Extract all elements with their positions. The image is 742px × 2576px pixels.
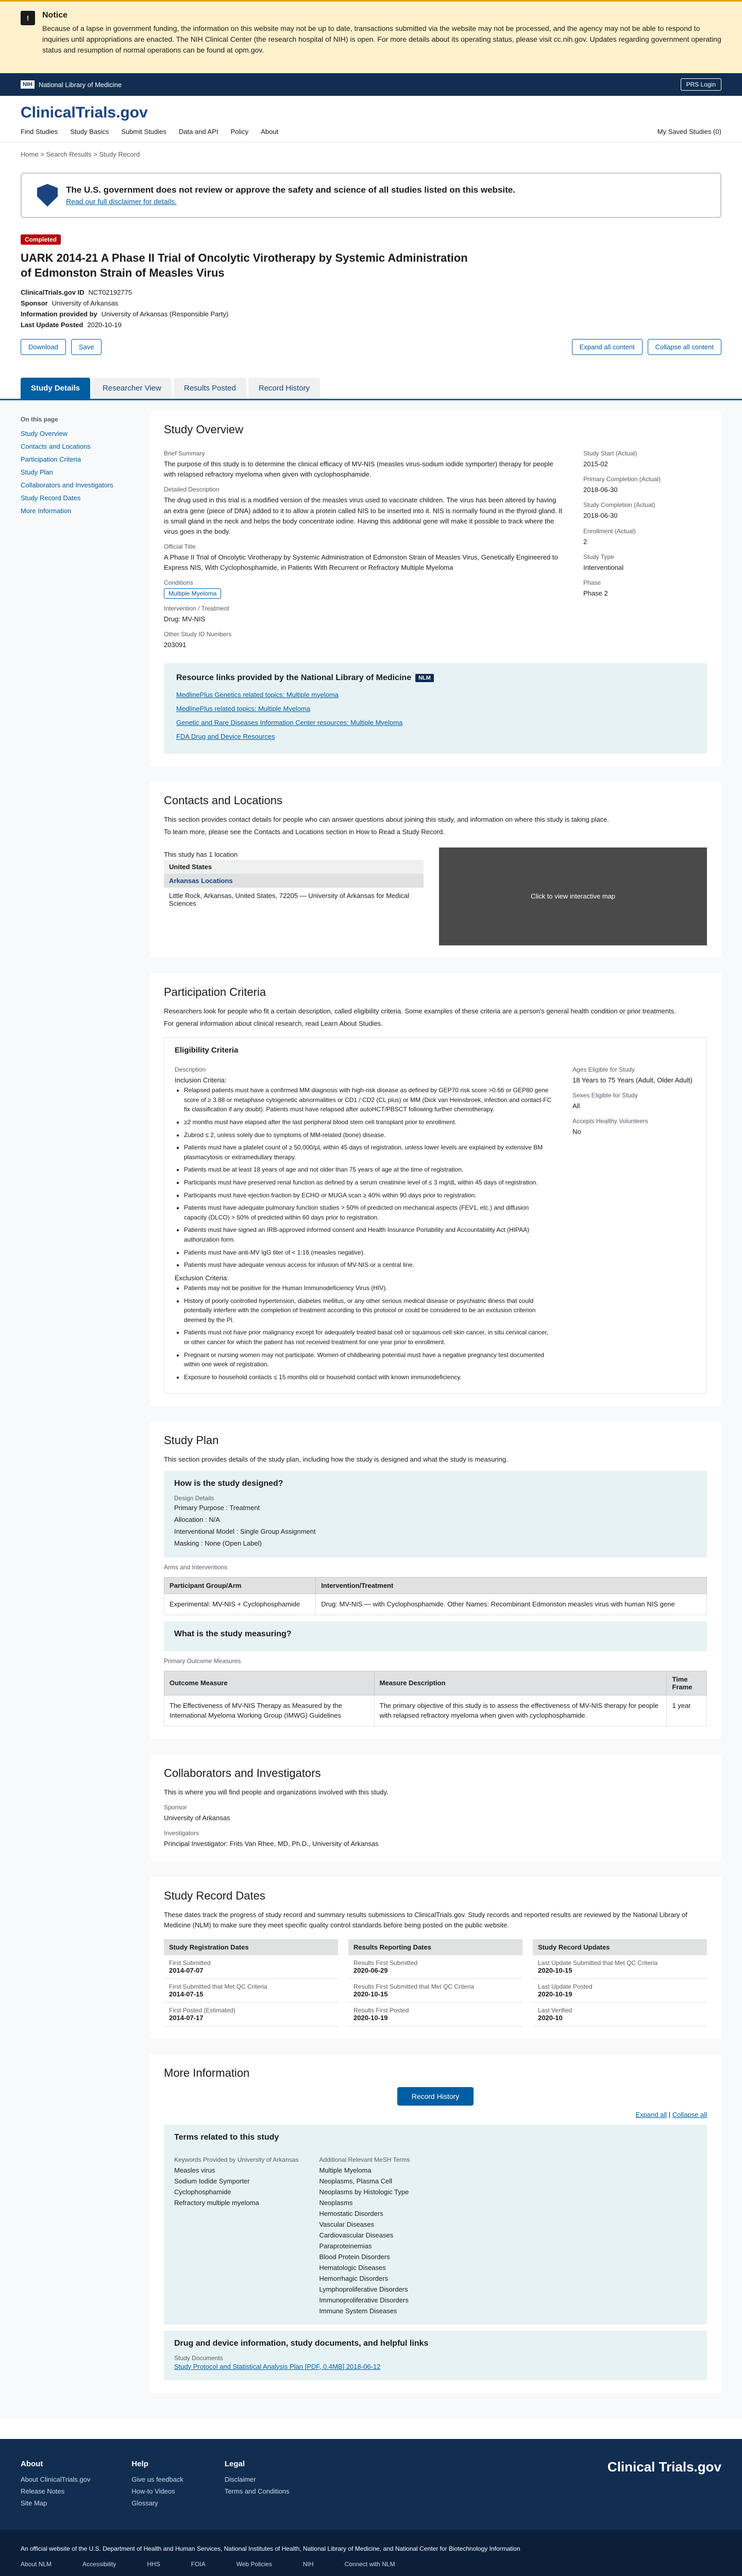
warning-icon: ! — [21, 11, 35, 25]
more-info-section: More Information Record History Expand all | Collapse all Terms related to this study Keywords Provided by University of Arkansas Measles virus Sodium Iodide Symporter Cyclophosphamide Refractory multiple myeloma Additional Relevant MeSH Terms Multiple Myeloma Neoplasms, Plasma Cell Neoplasms by Histologic Type Neoplasms Hemostatic Disorders Vascular Diseases Cardiovascular Diseases Paraproteinemias Blood Protein Disorders Hematologic Diseases Hemorrhagic Disorders Lymphoproliferative Disorders Immunoproliferative Disorders Immune System Diseases Drug and device information, study documents, and helpful links Study Documents Study Protocol and Statistical Analysis Plan [PDF, 0.4MB] 2018-06-12 — [149, 2054, 721, 2393]
eligibility-side: Ages Eligible for Study 18 Years to 75 Years (Adult, Older Adult) Sexes Eligible for Study All Accepts Healthy Volunteers No — [572, 1066, 693, 1136]
location-list: This study has 1 location United States Arkansas Locations Little Rock, Arkansas, United States, 72205 — University of Arkansas for Medical Sciences — [164, 848, 424, 945]
nlm-logo-icon: NIH — [21, 80, 35, 89]
footer-link[interactable]: Give us feedback — [131, 2475, 183, 2483]
study-info-provider: Information provided by University of Arkansas (Responsible Party) — [21, 310, 229, 318]
footer-link[interactable]: Release Notes — [21, 2487, 65, 2495]
resource-link[interactable]: MedlinePlus related topics: Multiple Myeloma — [176, 704, 311, 713]
footer-link[interactable]: Terms and Conditions — [224, 2487, 290, 2495]
nav-study-basics[interactable]: Study Basics — [70, 128, 109, 135]
study-id: ClinicalTrials.gov ID NCT02192775 — [21, 289, 132, 297]
footer — [0, 2439, 742, 2530]
participation-section: Participation Criteria Researchers look for people who fit a certain description, called eligibility criteria. Some examples of these criteria are a person's general health condition or prior treatments. For general information about clinical research, read Learn About Studies. Eligibility Criteria Description Inclusion Criteria: • Relapsed patients must have a confirmed MM diagnosis with high-risk disease as defined by GEP70 risk score >0.66 or GEP80 gene score of ≥ 3.88 or metaphase cytogenetic abnormalities or CD1 / CD2 (CL plus) or MM (Dick van Heinsbroek, infection and contact-FC fix classification if any doubt). Patients must have relapsed after autoHCT/PBSCT following further chemotherapy. • ≥2 months must have elapsed after the last peripheral blood stem cell transplant prior to enrollment. • Zubrod ≤ 2, unless solely due to symptoms of MM-related (bone) disease. • Patients must have a platelet count of ≥ 50,000/μL within 45 days of registration, unless lower levels are explained by extensive BM plasmacytosis or extramedullary therapy. • Patients must be at least 18 years of age and not older than 75 years of age at the time of registration. • Participants must have preserved renal function as defined by a serum creatinine level of ≤ 3 mg/dL within 45 days of registration. • Participants must have ejection fraction by ECHO or MUGA scan ≥ 40% within 90 days prior to registration. • Patients must have adequate pulmonary function studies > 50% of predicted on mechanical aspects (FEV1, etc.) and diffusion capacity (DLCO) > 50% of predicted within 60 days prior to registration. • Patients must have signed an IRB-approved informed consent and Health Insurance Portability and Accountability Act (HIPAA) authorization form. • Patients must have anti-MV IgG titer of < 1:16 (measles negative). • Patients must have adequate venous access for infusion of MV-NIS or a central line. Exclusion Criteria: • Patients may not be positive for the Human Immunodeficiency Virus (HIV). • History of poorly controlled hypertension, diabetes mellitus, or any other serious medical disease or psychiatric illness that could potentially interfere with the completion of treatment according to this protocol or could be considered to be an exclusion criterion deemed by the PI. • Patients must not have prior malignancy except for adequately treated basal cell or squamous cell skin cancer, in situ cervical cancer, or other cancer for which the patient has not received treatment for one year prior to enrollment. • Pregnant or nursing women may not participate. Women of childbearing potential must have a negative pregnancy test documented within one week of registration. • Exposure to household contacts ≤ 15 months old or household contact with known immunodeficiency. Ages Eligible for Study 18 Years to 75 Years (Adult, Older Adult) Sexes Eligible for Study All Accepts Healthy Volunteers No — [149, 973, 721, 1406]
arms-table: Participant Group/Arm Intervention/Treatment Experimental: MV-NIS + Cyclophosphamide Drug: MV-NIS — with Cyclophosphamide. Other Names: Recombinant Edmonston measles virus with human NIS gene — [164, 1577, 707, 1615]
footer-logo[interactable]: Clinical Trials.gov — [607, 2459, 721, 2475]
shield-icon — [37, 184, 58, 207]
collaborators-section: Collaborators and Investigators This is where you will find people and organizations involved with this study. Sponsor University of Arkansas Investigators Principal Investigator: Frits Van Rhee, MD, Ph.D., University of Arkansas — [149, 1754, 721, 1861]
location-map[interactable]: Click to view interactive map — [439, 848, 707, 945]
results-dates: Results Reporting Dates Results First Submitted 2020-06-29 Results First Submitted that Met QC Criteria 2020-10-15 Results First Posted 2020-10-19 — [348, 1939, 522, 2026]
save-button[interactable]: Save — [71, 339, 102, 355]
toc-item[interactable]: Contacts and Locations — [21, 443, 91, 451]
state-toggle[interactable]: Arkansas Locations — [164, 874, 424, 888]
notice-title: Notice — [42, 11, 68, 20]
nlm-chip: NLM — [415, 674, 434, 682]
toc-title: On this page — [21, 416, 58, 423]
intervention: Drug: MV-NIS — [164, 615, 206, 623]
brief-summary: The purpose of this study is to determine the clinical efficacy of MV-NIS (measles virus-sodium iodide symporter) therapy for people with relapsed refractory myeloma when given with cyclophosphamide. — [164, 460, 553, 479]
nlm-bar — [0, 73, 742, 96]
nav-submit-studies[interactable]: Submit Studies — [121, 128, 166, 135]
disclaimer-box — [21, 173, 721, 218]
toc-item[interactable]: More Information — [21, 507, 72, 515]
collapse-all-link[interactable]: Collapse all — [672, 2110, 707, 2119]
design-box: How is the study designed? Design Details Primary Purpose : Treatment Allocation : N/A Interventional Model : Single Group Assignment Masking : None (Open Label) — [164, 1471, 707, 1557]
outcome-table: Outcome Measure Measure Description Time Frame The Effectiveness of MV-NIS Therapy as Measured by the International Myeloma Working Group (IMWG) Guidelines The primary objective of this study is to assess the effectiveness of MV-NIS therapy for people with relapsed refractory myeloma when given with cyclophosphamide. 1 year — [164, 1671, 707, 1726]
footer-link[interactable]: Disclaimer — [224, 2475, 256, 2483]
condition-pill[interactable]: Multiple Myeloma — [164, 588, 221, 599]
action-row — [21, 339, 721, 355]
footer-about-col: About About ClinicalTrials.gov Release Notes Site Map — [21, 2460, 90, 2509]
contacts-section: Contacts and Locations This section provides contact details for people who can answer questions about joining this study, and information on where this study is taking place. To learn more, please see the Contacts and Locations section in How to Read a Study Record. This study has 1 location United States Arkansas Locations Little Rock, Arkansas, United States, 72205 — University of Arkansas for Medical Sciences Click to view interactive map — [149, 782, 721, 958]
footer-bottom-link[interactable]: NIH — [302, 2560, 314, 2568]
footer-legal-col: Legal Disclaimer Terms and Conditions — [225, 2460, 290, 2509]
study-plan-section: Study Plan This section provides details of the study plan, including how the study is designed and what the study is measuring. How is the study designed? Design Details Primary Purpose : Treatment Allocation : N/A Interventional Model : Single Group Assignment Masking : None (Open Label) Arms and Interventions Participant Group/Arm Intervention/Treatment Experimental: MV-NIS + Cyclophosphamide Drug: MV-NIS — with Cyclophosphamide. Other Names: Recombinant Edmonston measles virus with human NIS gene What is the study measuring? Primary Outcome Measures Outcome Measure Measure Description Time Frame The Effectiveness of MV-NIS Therapy as Measured by the International Myeloma Working Group (IMWG) Guidelines The primary objective of this study is to assess the effectiveness of MV-NIS therapy for people with relapsed refractory myeloma when given with cyclophosphamide. 1 year — [149, 1421, 721, 1739]
learn-about-studies-link[interactable]: For general information about clinical research, read Learn About Studies. — [164, 1020, 383, 1028]
update-dates: Study Record Updates Last Update Submitted that Met QC Criteria 2020-10-15 Last Update Posted 2020-10-19 Last Verified 2020-10 — [533, 1939, 707, 2026]
other-id: 203091 — [164, 641, 187, 649]
resource-link[interactable]: FDA Drug and Device Resources — [176, 732, 275, 740]
study-last-update: Last Update Posted 2020-10-19 — [21, 321, 122, 329]
toc-item[interactable]: Collaborators and Investigators — [21, 481, 113, 489]
measure-box: What is the study measuring? — [164, 1621, 707, 1651]
record-dates-section: Study Record Dates These dates track the progress of study record and summary results submissions to ClinicalTrials.gov. Study records and reported results are reviewed by the National Library of Medicine (NLM) to make sure they meet specific quality control standards before being posted on the public website. Study Registration Dates First Submitted 2014-07-07 First Submitted that Met QC Criteria 2014-07-15 First Posted (Estimated) 2014-07-17 Results Reporting Dates Results First Submitted 2020-06-29 Results First Submitted that Met QC Criteria 2020-10-15 Results First Posted 2020-10-19 Study Record Updates Last Update Submitted that Met QC Criteria 2020-10-15 Last Update Posted 2020-10-19 Last Verified 2020-10 — [149, 1877, 721, 2038]
overview-side: Study Start (Actual) 2015-02 Primary Completion (Actual) 2018-06-30 Study Completion (Actual) 2018-06-30 Enrollment (Actual) 2 Study Type Interventional Phase Phase 2 — [583, 450, 661, 597]
section-title: Study Overview — [164, 423, 244, 436]
footer-bottom: An official website of the U.S. Department of Health and Human Services, National Institutes of Health, National Library of Medicine, and National Center for Biotechnology Information About NLM Accessibility HHS FOIA Web Policies NIH Connect with NLM — [0, 2530, 742, 2576]
inclusion-list: • Relapsed patients must have a confirmed MM diagnosis with high-risk disease as defined by GEP70 risk score >0.66 or GEP80 gene score of ≥ 3.88 or metaphase cytogenetic abnormalities or CD1 / CD2 (CL plus) or MM (Dick van Heinsbroek, infection and contact-FC fix classification if any doubt). Patients must have relapsed after autoHCT/PBSCT following further chemotherapy. • ≥2 months must have elapsed after the last peripheral blood stem cell transplant prior to enrollment. • Zubrod ≤ 2, unless solely due to symptoms of MM-related (bone) disease. • Patients must have a platelet count of ≥ 50,000/μL within 45 days of registration, unless lower levels are explained by extensive BM plasmacytosis or extramedullary therapy. • Patients must be at least 18 years of age and not older than 75 years of age at the time of registration. • Participants must have preserved renal function as defined by a serum creatinine level of ≤ 3 mg/dL within 45 days of registration. • Participants must have ejection fraction by ECHO or MUGA scan ≥ 40% within 90 days prior to registration. • Patients must have adequate pulmonary function studies > 50% of predicted on mechanical aspects (FEV1, etc.) and diffusion capacity (DLCO) > 50% of predicted within 60 days prior to registration. • Patients must have signed an IRB-approved informed consent and Health Insurance Portability and Accountability Act (HIPAA) authorization form. • Patients must have anti-MV IgG titer of < 1:16 (measles negative). • Patients must have adequate venous access for infusion of MV-NIS or a central line. — [175, 1086, 552, 1270]
tab-study-details[interactable]: Study Details — [21, 378, 90, 399]
table-of-contents — [21, 411, 134, 2408]
location-item: Little Rock, Arkansas, United States, 72205 — University of Arkansas for Medical Sciences — [169, 892, 410, 908]
download-button[interactable]: Download — [21, 339, 66, 355]
footer-bottom-link[interactable]: HHS — [147, 2560, 160, 2568]
study-title: UARK 2014-21 A Phase II Trial of Oncolytic Virotherapy by Systemic Administration of Edmonston Strain of Measles Virus — [21, 251, 468, 279]
expand-all-link[interactable]: Expand all — [635, 2110, 667, 2119]
breadcrumb[interactable]: Home > Search Results > Study Record — [21, 150, 140, 158]
mesh-list: Additional Relevant MeSH Terms Multiple Myeloma Neoplasms, Plasma Cell Neoplasms by Histologic Type Neoplasms Hemostatic Disorders Vascular Diseases Cardiovascular Diseases Paraproteinemias Blood Protein Disorders Hematologic Diseases Hemorrhagic Disorders Lymphoproliferative Disorders Immunoproliferative Disorders Immune System Diseases — [319, 2156, 410, 2315]
footer-bottom-link[interactable]: FOIA — [191, 2560, 206, 2568]
resource-link[interactable]: Genetic and Rare Diseases Information Center resources: Multiple Myeloma — [176, 718, 403, 726]
footer-link[interactable]: Site Map — [21, 2499, 47, 2507]
site-title[interactable]: ClinicalTrials.gov — [21, 104, 148, 121]
study-sponsor: Sponsor University of Arkansas — [21, 299, 119, 308]
main-content — [149, 411, 721, 2408]
study-header — [0, 224, 742, 365]
content-area — [0, 400, 742, 2418]
exclusion-list: • Patients may not be positive for the Human Immunodeficiency Virus (HIV). • History of poorly controlled hypertension, diabetes mellitus, or any other serious medical disease or psychiatric illness that could potentially interfere with the completion of treatment according to this protocol or could be considered to be an exclusion criterion deemed by the PI. • Patients must not have prior malignancy except for adequately treated basal cell or squamous cell skin cancer, in situ cervical cancer, or other cancer for which the patient has not received treatment for one year prior to enrollment. • Pregnant or nursing women may not participate. Women of childbearing potential must have a negative pregnancy test documented within one week of registration. • Exposure to household contacts ≤ 15 months old or household contact with known immunodeficiency. — [175, 1283, 552, 1382]
expand-all-button[interactable]: Expand all content — [572, 339, 643, 355]
drug-info-box: Drug and device information, study documents, and helpful links Study Documents Study Protocol and Statistical Analysis Plan [PDF, 0.4MB] 2018-06-12 — [164, 2331, 707, 2380]
record-history-button[interactable]: Record History — [397, 2087, 474, 2106]
saved-studies-link[interactable]: My Saved Studies (0) — [657, 128, 721, 135]
study-document-link[interactable]: Study Protocol and Statistical Analysis Plan [PDF, 0.4MB] 2018-06-12 — [174, 2362, 381, 2370]
toc-item[interactable]: Study Overview — [21, 430, 68, 438]
detailed-description: The drug used in this trial is a modified version of the measles virus used to vaccinate children. The virus has been altered by having an extra gene (piece of DNA) added to it to allow a protein called NIS to be inserted into it. NIS is normally found in the thyroid gland. It is small gland in the neck and helps the body concentrate iodine. Having this additional gene will make it possible to track where the virus goes in the body. — [164, 496, 563, 535]
footer-link[interactable]: How-to Videos — [131, 2487, 175, 2495]
tab-researcher-view[interactable]: Researcher View — [92, 378, 172, 399]
resource-link[interactable]: MedlinePlus Genetics related topics: Multiple myeloma — [176, 690, 339, 699]
disclaimer-title: The U.S. government does not review or approve the safety and science of all studies listed on this website. — [66, 185, 515, 195]
terms-box: Terms related to this study Keywords Provided by University of Arkansas Measles virus Sodium Iodide Symporter Cyclophosphamide Refractory multiple myeloma Additional Relevant MeSH Terms Multiple Myeloma Neoplasms, Plasma Cell Neoplasms by Histologic Type Neoplasms Hemostatic Disorders Vascular Diseases Cardiovascular Diseases Paraproteinemias Blood Protein Disorders Hematologic Diseases Hemorrhagic Disorders Lymphoproliferative Disorders Immunoproliferative Disorders Immune System Diseases — [164, 2125, 707, 2325]
nav-data-api[interactable]: Data and API — [178, 128, 218, 135]
footer-link[interactable]: Glossary — [131, 2499, 158, 2507]
collapse-all-button[interactable]: Collapse all content — [648, 339, 721, 355]
keywords-list: Keywords Provided by University of Arkansas Measles virus Sodium Iodide Symporter Cyclophosphamide Refractory multiple myeloma — [174, 2156, 299, 2207]
site-header — [0, 96, 742, 142]
study-tabs — [0, 378, 742, 400]
footer-bottom-link[interactable]: Web Policies — [236, 2560, 272, 2568]
nav-policy[interactable]: Policy — [230, 128, 249, 135]
prs-login-button[interactable]: PRS Login — [681, 78, 721, 91]
main-nav — [21, 122, 721, 142]
study-overview-section: Study Overview Brief Summary The purpose of this study is to determine the clinical efficacy of MV-NIS (measles virus-sodium iodide symporter) therapy for people with relapsed refractory myeloma when given with cyclophosphamide. Detailed Description The drug used in this trial is a modified version of the measles virus used to vaccinate children. The virus has been altered by having an extra gene (piece of DNA) added to it to allow a protein called NIS to be inserted into it. NIS is normally found in the thyroid gland. It is small gland in the neck and helps the body concentrate iodine. Having this additional gene will make it possible to track where the virus goes in the body. Official Title A Phase II Trial of Oncolytic Virotherapy by Systemic Administration of Edmonston Strain of Measles Virus, Genetically Engineered to Express NIS, With Cyclophosphamide, in Patients With Recurrent or Refractory Multiple Myeloma Conditions Multiple Myeloma Intervention / Treatment Drug: MV-NIS Other Study ID Numbers 203091 Study Start (Actual) 2015-02 Primary Completion (Actual) 2018-06-30 Study Completion (Actual) 2018-06-30 Enrollment (Actual) 2 Study Type Interventional Phase Phase 2 Resource links provided by the National Library of Medicine NLM MedlinePlus Genetics related topics: Multiple myeloma MedlinePlus related topics: Multiple Myeloma Genetic and Rare Diseases Information Center resources: Multiple Myeloma FDA Drug and Device Resources — [149, 411, 721, 766]
registration-dates: Study Registration Dates First Submitted 2014-07-07 First Submitted that Met QC Criteria 2014-07-15 First Posted (Estimated) 2014-07-17 — [164, 1939, 338, 2026]
toc-item[interactable]: Participation Criteria — [21, 455, 81, 464]
status-badge: Completed — [21, 234, 61, 245]
footer-bottom-link[interactable]: Connect with NLM — [344, 2560, 395, 2568]
tab-record-history[interactable]: Record History — [248, 378, 320, 399]
nav-about[interactable]: About — [261, 128, 279, 135]
nlm-resources: Resource links provided by the National Library of Medicine NLM MedlinePlus Genetics related topics: Multiple myeloma MedlinePlus related topics: Multiple Myeloma Genetic and Rare Diseases Information Center resources: Multiple Myeloma FDA Drug and Device Resources — [164, 663, 707, 754]
official-title: A Phase II Trial of Oncolytic Virotherapy by Systemic Administration of Edmonston Strain of Measles Virus, Genetically Engineered to Express NIS, With Cyclophosphamide, in Patients With Recurrent or Refractory Multiple Myeloma — [164, 553, 558, 572]
footer-link[interactable]: About ClinicalTrials.gov — [21, 2475, 91, 2483]
footer-help-col: Help Give us feedback How-to Videos Glossary — [131, 2460, 183, 2509]
toc-item[interactable]: Study Record Dates — [21, 494, 81, 502]
footer-bottom-link[interactable]: Accessibility — [82, 2560, 116, 2568]
tab-results-posted[interactable]: Results Posted — [174, 378, 246, 399]
contacts-learn-link[interactable]: To learn more, please see the Contacts and Locations section in How to Read a Study Record. — [164, 827, 445, 836]
notice-text: Because of a lapse in government funding, the information on this website may not be up to date, transactions submitted via the website may not be processed, and the agency may not be able to respond to inquiries until appropriations are enacted. The NIH Clinical Center (the research hospital of NIH) is open. For more details about its operating status, please visit cc.nih.gov. Updates regarding government operating status and resumption of normal operations can be found at opm.gov. — [42, 24, 721, 54]
notice-banner — [0, 0, 742, 73]
table-row: Experimental: MV-NIS + Cyclophosphamide Drug: MV-NIS — with Cyclophosphamide. Other Names: Recombinant Edmonston measles virus with human NIS gene — [164, 1594, 707, 1615]
table-row: The Effectiveness of MV-NIS Therapy as Measured by the International Myeloma Working Group (IMWG) Guidelines The primary objective of this study is to assess the effectiveness of MV-NIS therapy for people with relapsed refractory myeloma when given with cyclophosphamide. 1 year — [164, 1695, 707, 1726]
footer-bottom-link[interactable]: About NLM — [21, 2560, 52, 2568]
toc-item[interactable]: Study Plan — [21, 468, 53, 477]
disclaimer-link[interactable]: Read our full disclaimer for details. — [66, 197, 177, 206]
eligibility-box: Eligibility Criteria Description Inclusion Criteria: • Relapsed patients must have a confirmed MM diagnosis with high-risk disease as defined by GEP70 risk score >0.66 or GEP80 gene score of ≥ 3.88 or metaphase cytogenetic abnormalities or CD1 / CD2 (CL plus) or MM (Dick van Heinsbroek, infection and contact-FC fix classification if any doubt). Patients must have relapsed after autoHCT/PBSCT following further chemotherapy. • ≥2 months must have elapsed after the last peripheral blood stem cell transplant prior to enrollment. • Zubrod ≤ 2, unless solely due to symptoms of MM-related (bone) disease. • Patients must have a platelet count of ≥ 50,000/μL within 45 days of registration, unless lower levels are explained by extensive BM plasmacytosis or extramedullary therapy. • Patients must be at least 18 years of age and not older than 75 years of age at the time of registration. • Participants must have preserved renal function as defined by a serum creatinine level of ≤ 3 mg/dL within 45 days of registration. • Participants must have ejection fraction by ECHO or MUGA scan ≥ 40% within 90 days prior to registration. • Patients must have adequate pulmonary function studies > 50% of predicted on mechanical aspects (FEV1, etc.) and diffusion capacity (DLCO) > 50% of predicted within 60 days prior to registration. • Patients must have signed an IRB-approved informed consent and Health Insurance Portability and Accountability Act (HIPAA) authorization form. • Patients must have anti-MV IgG titer of < 1:16 (measles negative). • Patients must have adequate venous access for infusion of MV-NIS or a central line. Exclusion Criteria: • Patients may not be positive for the Human Immunodeficiency Virus (HIV). • History of poorly controlled hypertension, diabetes mellitus, or any other serious medical disease or psychiatric illness that could potentially interfere with the completion of treatment according to this protocol or could be considered to be an exclusion criterion deemed by the PI. • Patients must not have prior malignancy except for adequately treated basal cell or squamous cell skin cancer, in situ cervical cancer, or other cancer for which the patient has not received treatment for one year prior to enrollment. • Pregnant or nursing women may not participate. Women of childbearing potential must have a negative pregnancy test documented within one week of registration. • Exposure to household contacts ≤ 15 months old or household contact with known immunodeficiency. Ages Eligible for Study 18 Years to 75 Years (Adult, Older Adult) Sexes Eligible for Study All Accepts Healthy Volunteers No — [164, 1037, 707, 1394]
nav-find-studies[interactable]: Find Studies — [21, 128, 58, 135]
nlm-logo[interactable]: NIH National Library of Medicine — [21, 80, 122, 89]
